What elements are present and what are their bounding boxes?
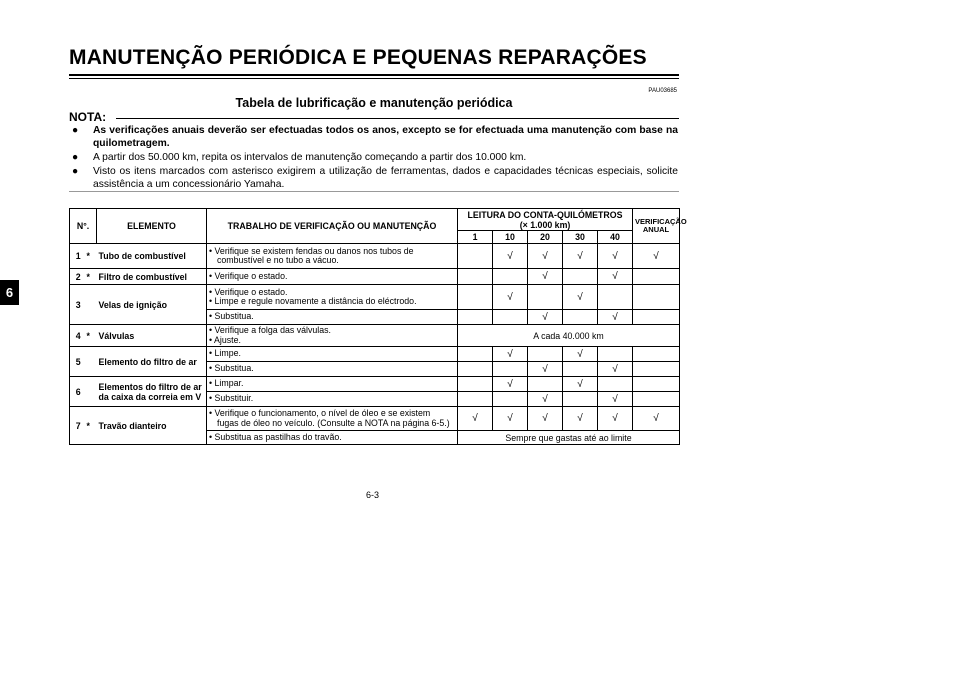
check-mark: √ [493, 285, 528, 310]
header-km: 20 [528, 231, 563, 244]
asterisk-mark: * [87, 407, 97, 445]
row-element: Velas de ignição [97, 285, 207, 325]
check-mark: √ [598, 310, 633, 325]
title-rule [69, 74, 679, 76]
header-km: 10 [493, 231, 528, 244]
check-mark: √ [493, 407, 528, 431]
note-list [72, 124, 678, 192]
check-mark: √ [493, 244, 528, 269]
check-mark: √ [528, 407, 563, 431]
check-mark: √ [633, 244, 680, 269]
bullet-icon: ● [72, 152, 79, 163]
check-cell [633, 392, 680, 407]
check-mark: √ [598, 244, 633, 269]
document-code: PAU03685 [648, 88, 677, 94]
check-cell [458, 347, 493, 362]
check-mark: √ [598, 269, 633, 285]
check-cell [563, 362, 598, 377]
check-cell [563, 392, 598, 407]
asterisk-mark: * [87, 325, 97, 347]
check-mark: √ [563, 407, 598, 431]
title-rule-thin [69, 78, 679, 79]
check-cell [598, 347, 633, 362]
note-item: ● Visto os itens marcados com asterisco exigirem a utilização de ferramentas, dados e capacidades técnicas especiais, solicite assistência a um concessionário Yamaha. [72, 166, 678, 190]
table-row [70, 244, 680, 269]
table-row [70, 285, 680, 310]
row-work: • Verifique se existem fendas ou danos nos tubos de combustível e no tubo a vácuo. [207, 244, 458, 269]
row-work: • Substitua. [207, 362, 458, 377]
check-mark: √ [528, 310, 563, 325]
check-cell [493, 269, 528, 285]
check-cell [633, 310, 680, 325]
page-title: MANUTENÇÃO PERIÓDICA E PEQUENAS REPARAÇÕES [69, 46, 647, 69]
row-element: Elemento do filtro de ar [97, 347, 207, 377]
check-mark: √ [563, 285, 598, 310]
row-work: • Limpe. [207, 347, 458, 362]
table-row [70, 407, 680, 431]
check-mark: √ [598, 392, 633, 407]
check-cell [528, 347, 563, 362]
check-cell [598, 285, 633, 310]
check-cell [458, 269, 493, 285]
table-row [70, 347, 680, 362]
row-number: 7 [70, 407, 87, 445]
row-element: Filtro de combustível [97, 269, 207, 285]
check-cell [458, 377, 493, 392]
header-km: 1 [458, 231, 493, 244]
header-km: 30 [563, 231, 598, 244]
check-cell [563, 310, 598, 325]
asterisk-cell [87, 285, 97, 325]
header-work: TRABALHO DE VERIFICAÇÃO OU MANUTENÇÃO [207, 209, 458, 244]
row-work: • Verifique o funcionamento, o nível de óleo e se existem fugas de óleo no veículo. (Consulte a NOTA na página 6-5.) [207, 407, 458, 431]
header-km: 40 [598, 231, 633, 244]
header-element: ELEMENTO [97, 209, 207, 244]
note-item: ● As verificações anuais deverão ser efectuadas todos os anos, excepto se for efectuada uma manutenção com base na quilometragem. [72, 125, 678, 149]
row-work: • Limpar. [207, 377, 458, 392]
page-number: 6-3 [365, 490, 379, 500]
check-mark: √ [528, 362, 563, 377]
check-mark: √ [493, 347, 528, 362]
bullet-icon: ● [72, 166, 79, 177]
check-cell [598, 377, 633, 392]
row-element: Travão dianteiro [97, 407, 207, 445]
row-work: • Substitua as pastilhas do travão. [207, 431, 458, 445]
row-element: Válvulas [97, 325, 207, 347]
check-mark: √ [633, 407, 680, 431]
row-work: • Verifique a folga das válvulas. • Ajuste. [207, 325, 458, 347]
check-mark: √ [528, 269, 563, 285]
check-cell [633, 285, 680, 310]
check-cell [458, 392, 493, 407]
check-cell [633, 347, 680, 362]
check-cell [458, 362, 493, 377]
interval-text: Sempre que gastas até ao limite [458, 431, 680, 445]
check-mark: √ [563, 244, 598, 269]
check-mark: √ [493, 377, 528, 392]
header-annual: VERIFICAÇÃO ANUAL [633, 209, 680, 244]
row-number: 5 [70, 347, 87, 377]
check-cell [493, 392, 528, 407]
check-mark: √ [563, 347, 598, 362]
check-cell [528, 285, 563, 310]
row-work: • Substituir. [207, 392, 458, 407]
asterisk-cell [87, 377, 97, 407]
row-element: Elementos do filtro de ar da caixa da correia em V [97, 377, 207, 407]
note-item: ● A partir dos 50.000 km, repita os intervalos de manutenção começando a partir dos 10.000 km. [72, 152, 527, 163]
header-number: N°. [70, 209, 97, 244]
asterisk-mark: * [87, 269, 97, 285]
asterisk-mark: * [87, 244, 97, 269]
maintenance-table [69, 208, 687, 445]
section-subtitle: Tabela de lubrificação e manutenção periódica [235, 96, 513, 110]
table-row [70, 269, 680, 285]
bullet-icon: ● [72, 125, 79, 136]
check-mark: √ [563, 377, 598, 392]
row-number: 2 [70, 269, 87, 285]
check-mark: √ [528, 392, 563, 407]
table-row [70, 325, 680, 347]
check-cell [633, 269, 680, 285]
interval-text: A cada 40.000 km [458, 325, 680, 347]
asterisk-cell [87, 347, 97, 377]
check-cell [528, 377, 563, 392]
header-odometer: LEITURA DO CONTA-QUILÓMETROS (× 1.000 km) [458, 209, 633, 231]
note-label: NOTA: [69, 110, 107, 124]
table-row [70, 377, 680, 392]
check-cell [458, 285, 493, 310]
check-mark: √ [528, 244, 563, 269]
check-cell [633, 377, 680, 392]
row-number: 6 [70, 377, 87, 407]
check-cell [563, 269, 598, 285]
check-mark: √ [598, 407, 633, 431]
row-number: 1 [70, 244, 87, 269]
chapter-tab: 6 [0, 280, 19, 305]
row-number: 4 [70, 325, 87, 347]
row-work: • Verifique o estado. • Limpe e regule novamente a distância do eléctrodo. [207, 285, 458, 310]
row-work: • Verifique o estado. [207, 269, 458, 285]
row-work: • Substitua. [207, 310, 458, 325]
check-mark: √ [458, 407, 493, 431]
row-number: 3 [70, 285, 87, 325]
check-mark: √ [598, 362, 633, 377]
note-divider [116, 118, 679, 119]
check-cell [458, 310, 493, 325]
check-cell [493, 310, 528, 325]
row-element: Tubo de combustível [97, 244, 207, 269]
note-end-divider [69, 191, 679, 192]
check-cell [458, 244, 493, 269]
check-cell [493, 362, 528, 377]
check-cell [633, 362, 680, 377]
